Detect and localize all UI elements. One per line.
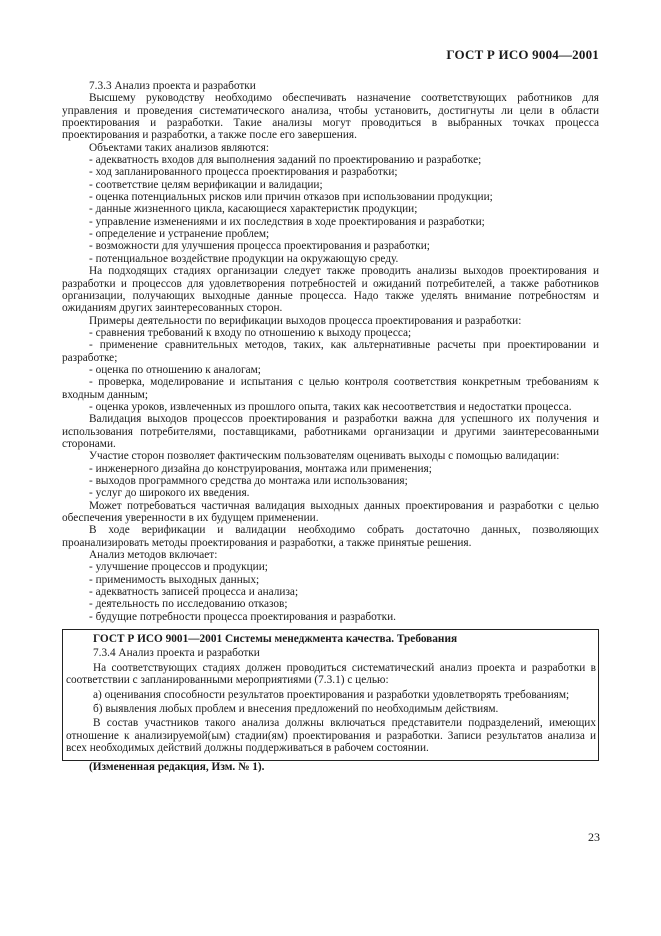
paragraph: Анализ методов включает: [89,549,218,562]
box-paragraph: В состав участников такого анализа должны включаться представители подразделений, имеющих отношение к анализируемой(ым) стадии(ям) проектирования и разработки. Записи результатов анализа и всех необходимых действий должны поддерживаться в рабочем состоянии. [66,717,596,754]
box-paragraph: На соответствующих стадиях должен проводиться систематический анализ проекта и разработки в соответствии с запланированными мероприятиями (7.3.1) с целью: [66,661,596,687]
list-item: - оценка потенциальных рисков или причин отказов при использовании продукции; [89,191,493,204]
page-content [62,80,599,774]
list-item: - управление изменениями и их последствия в ходе проектирования и разработки; [89,215,485,228]
paragraph: На подходящих стадиях организации следует также проводить анализы выходов проектирования и разработки и процессов для удовлетворения потребностей и ожиданий потребителей, а также работников организации, получающих выходные данные процесса. Надо также уделять внимание потребностям и ожиданиям других заинтересованных сторон. [62,265,599,315]
list-item: - адекватность входов для выполнения заданий по проектированию и разработке; [89,154,482,167]
list-item: - применимость выходных данных; [89,573,260,586]
list-item: - оценка по отношению к аналогам; [89,363,261,376]
page-number: 23 [588,830,600,844]
box-title [66,633,596,645]
list-item: - данные жизненного цикла, касающиеся характеристик продукции; [89,203,418,216]
list-item: - деятельность по исследованию отказов; [89,598,288,611]
paragraph: Может потребоваться частичная валидация выходных данных проектирования и разработки с целью обеспечения уверенности в их будущем применении. [62,499,599,525]
list-item: - будущие потребности процесса проектирования и разработки. [89,610,396,623]
paragraph: В ходе верификации и валидации необходимо собрать достаточно данных, позволяющих проанализировать методы проектирования и разработки, а также принятые решения. [62,524,599,549]
amendment-note: (Измененная редакция, Изм. № 1). [89,761,265,774]
list-item: - сравнения требований к входу по отношению к выходу процесса; [89,326,412,339]
list-item: - возможности для улучшения процесса проектирования и разработки; [89,240,430,253]
paragraph: Участие сторон позволяет фактическим пользователям оценивать выходы с помощью валидации: [89,450,560,463]
list-item: - выходов программного средства до монтажа или использования; [89,475,408,487]
list-item: - улучшение процессов и продукции; [89,561,268,574]
list-item: - проверка, моделирование и испытания с целью контроля соответствия конкретным требованиям к входным данным; [62,376,599,401]
list-item: - оценка уроков, извлеченных из прошлого опыта, таких как несоответствия и недостатки процесса. [89,400,572,413]
paragraph: Высшему руководству необходимо обеспечивать назначение соответствующих работников для управления и проведения систематического анализа, чтобы установить, достигнуты ли цели в области проектирования и разработки. Такие анализы могут проводиться в выбранных точках процесса проектирования и разработки, а также после его завершения. [62,92,599,142]
list-item: - применение сравнительных методов, таких, как альтернативные расчеты при проектировании и разработке; [62,339,599,364]
list-item: - ход запланированного процесса проектирования и разработки; [89,166,398,179]
paragraph: Примеры деятельности по верификации выходов процесса проектирования и разработки: [89,314,522,327]
box-item-b: б) выявления любых проблем и внесения предложений по необходимым действиям. [93,702,499,715]
list-item: - определение и устранение проблем; [89,228,270,241]
box-heading: 7.3.4 Анализ проекта и разработки [93,647,260,660]
section-heading: 7.3.3 Анализ проекта и разработки [89,80,256,92]
paragraph: Валидация выходов процессов проектирования и разработки важна для успешного их получения и использования потребителями, поставщиками, работниками организации и другими заинтересованными сторонами. [62,413,599,450]
paragraph: Объектами таких анализов являются: [89,141,270,154]
box-title-rest: Системы менеджмента качества. Требования [222,633,458,646]
list-item: - адекватность записей процесса и анализа; [89,586,299,599]
box-item-a: а) оценивания способности результатов проектирования и разработки удовлетворять требованиям; [93,688,570,701]
list-item: - услуг до широкого их введения. [89,487,250,500]
standard-excerpt-box [62,629,599,761]
list-item: - соответствие целям верификации и валидации; [89,178,323,191]
box-title-standard: ГОСТ Р ИСО 9001—2001 [93,633,223,646]
list-item: - инженерного дизайна до конструирования, монтажа или применения; [89,462,432,475]
list-item: - потенциальное воздействие продукции на окружающую среду. [89,252,399,265]
document-header: ГОСТ Р ИСО 9004—2001 [446,47,599,62]
